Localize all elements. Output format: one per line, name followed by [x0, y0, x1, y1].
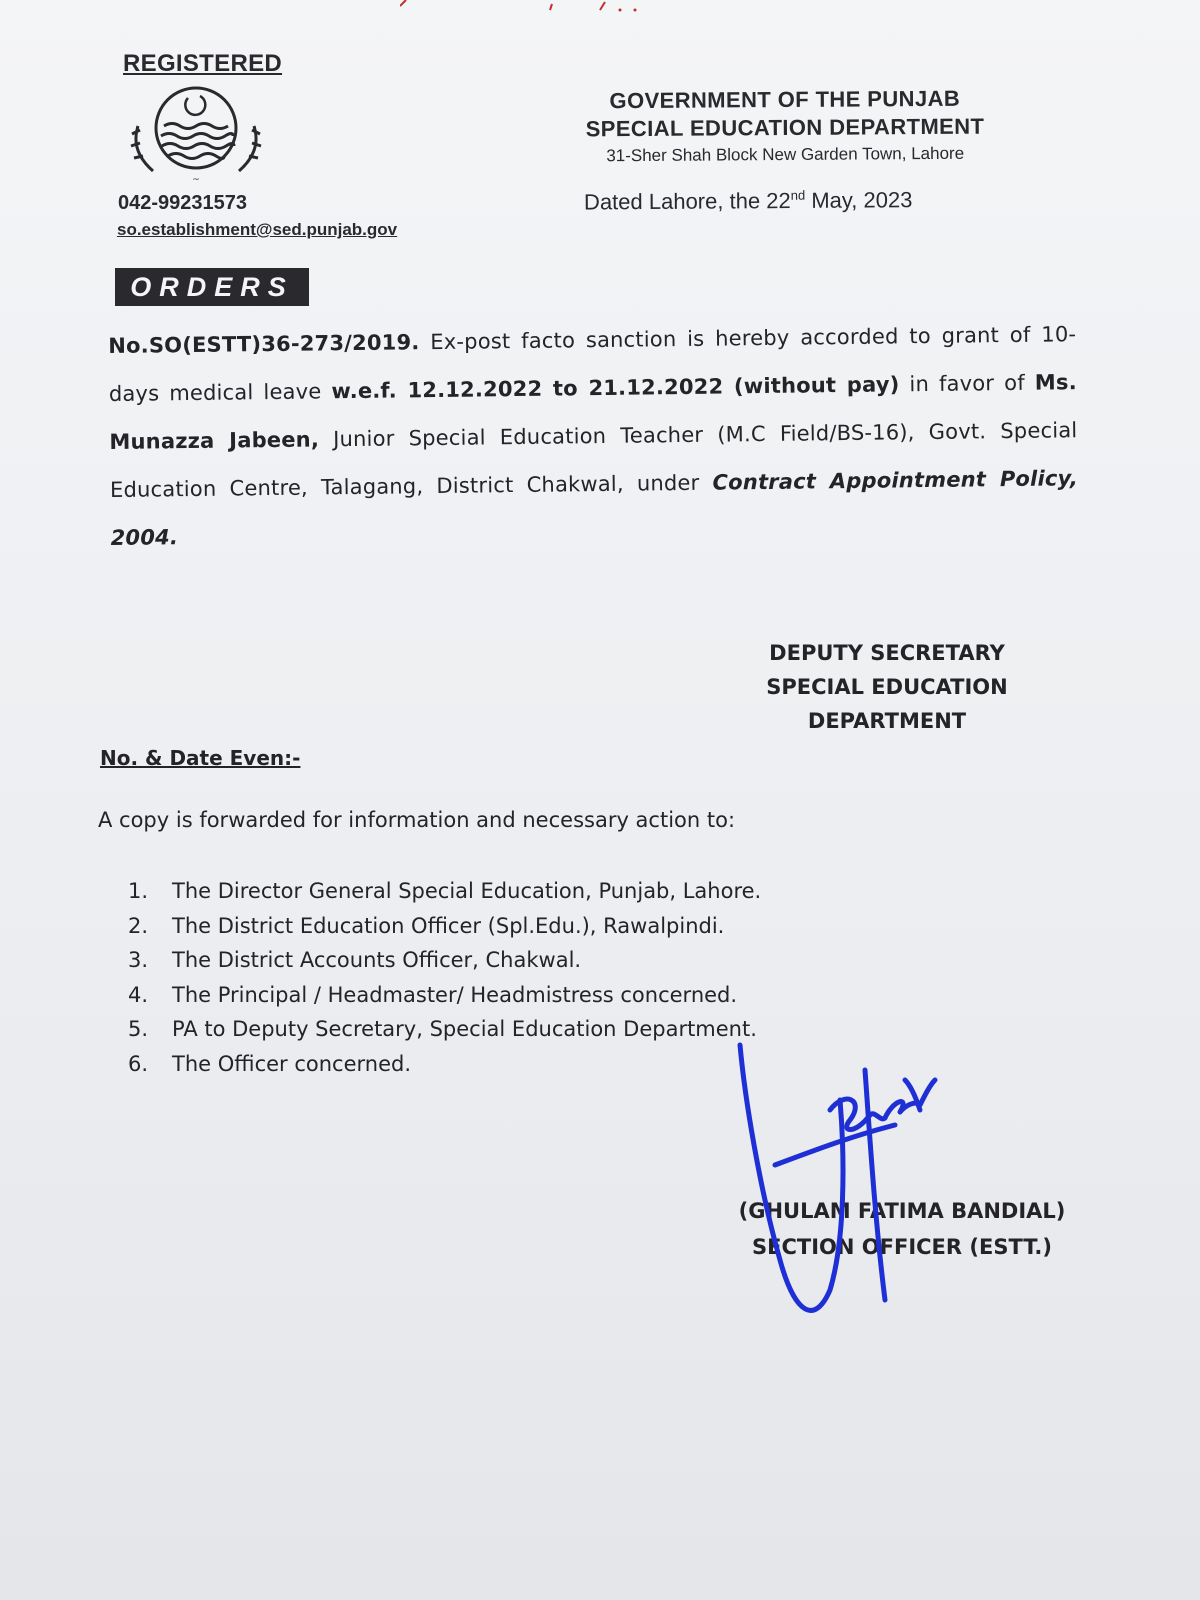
- order-paragraph: [108, 310, 1079, 562]
- list-item-number: 4.: [128, 982, 149, 1007]
- list-item-number: 5.: [128, 1017, 149, 1041]
- list-item: [128, 978, 761, 1013]
- department-address: 31-Sher Shah Block New Garden Town, Lahore: [606, 143, 965, 166]
- list-item: [128, 1047, 761, 1082]
- deputy-line-2: SPECIAL EDUCATION: [766, 675, 1008, 699]
- list-item: [128, 1012, 761, 1047]
- dated-prefix: Dated Lahore, the 22: [583, 188, 791, 215]
- signatory-title: SECTION OFFICER (ESTT.): [752, 1235, 1052, 1259]
- leave-period: w.e.f. 12.12.2022 to 21.12.2022 (without pay): [331, 372, 900, 404]
- phone-number: 042-99231573: [118, 192, 248, 214]
- dated-sup: nd: [790, 187, 806, 203]
- list-item-text: The District Education Officer (Spl.Edu.), Rawalpindi.: [172, 913, 725, 938]
- list-item-number: 2.: [128, 913, 149, 938]
- email-address: so.establishment@sed.punjab.gov: [117, 220, 398, 239]
- government-title: GOVERNMENT OF THE PUNJAB: [609, 85, 961, 114]
- department-title: SPECIAL EDUCATION DEPARTMENT: [585, 113, 985, 142]
- order-text-3: Junior Special Education Teacher (M.C Field/BS-16), Govt. Special Education Centre, Talagang, District Chakwal, under: [109, 418, 1078, 502]
- list-item-number: 1.: [128, 879, 149, 903]
- dated-line: [584, 187, 913, 216]
- signatory-name: (GHULAM FATIMA BANDIAL): [738, 1199, 1066, 1223]
- order-number: No.SO(ESTT)36-273/2019.: [108, 330, 420, 358]
- policy-name: Contract Appointment Policy, 2004.: [110, 466, 1079, 550]
- svg-text:~: ~: [192, 175, 200, 185]
- deputy-line-3: DEPARTMENT: [807, 709, 967, 733]
- list-item-text: The Principal / Headmaster/ Headmistress concerned.: [172, 982, 738, 1007]
- deputy-line-1: DEPUTY SECRETARY: [769, 641, 1005, 665]
- order-text-1: Ex-post facto sanction is hereby accorded to grant of 10-days medical leave: [108, 322, 1077, 406]
- list-item-text: The Officer concerned.: [172, 1051, 412, 1076]
- punjab-emblem-icon: [128, 86, 268, 186]
- handwritten-signature: [735, 1040, 955, 1320]
- deputy-secretary-block: [742, 636, 1032, 738]
- copy-intro: A copy is forwarded for information and necessary action to:: [98, 808, 736, 832]
- list-item-text: PA to Deputy Secretary, Special Education Department.: [172, 1017, 757, 1041]
- no-date-even: No. & Date Even:-: [100, 746, 301, 770]
- list-item-number: 6.: [128, 1051, 149, 1076]
- list-item-number: 3.: [128, 948, 149, 972]
- list-item: [128, 943, 761, 978]
- letterhead-header: [540, 84, 1031, 169]
- dated-suffix: May, 2023: [805, 187, 913, 213]
- list-item: [128, 874, 761, 909]
- scan-mark: [400, 0, 650, 16]
- order-text-2: in favor of: [899, 370, 1035, 397]
- list-item-text: The District Accounts Officer, Chakwal.: [172, 948, 582, 972]
- list-item-text: The Director General Special Education, Punjab, Lahore.: [172, 879, 762, 903]
- registered-label: REGISTERED: [123, 50, 283, 77]
- orders-heading: ORDERS: [115, 268, 309, 306]
- employee-name: Ms. Munazza Jabeen,: [109, 370, 1077, 454]
- list-item: [128, 909, 761, 944]
- copy-list: [128, 874, 761, 1081]
